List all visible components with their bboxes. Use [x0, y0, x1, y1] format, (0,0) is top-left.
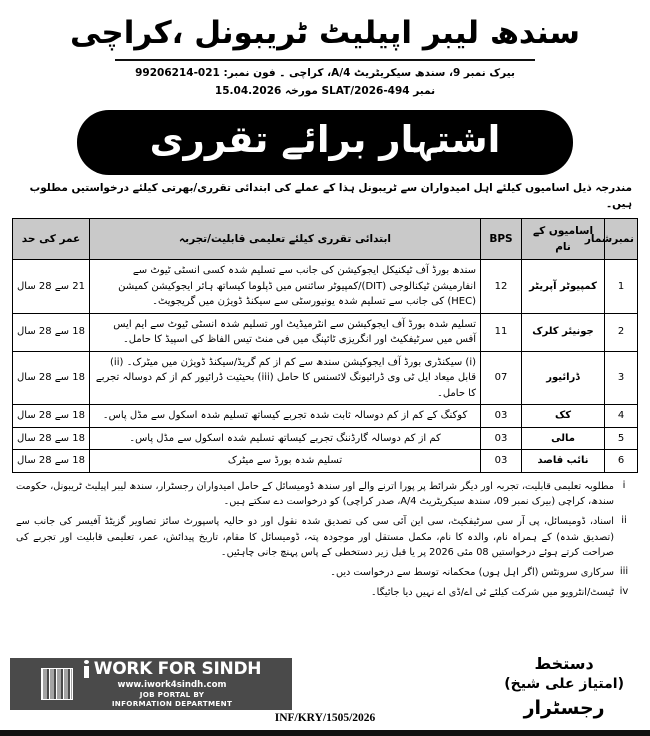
cell-post-name: کمپیوٹر آپریٹر	[522, 260, 605, 314]
portal-brand-row	[83, 660, 261, 679]
table-row	[13, 351, 638, 405]
note-marker: iii	[619, 566, 629, 578]
note-text: مطلوبہ تعلیمی قابلیت، تجربہ اور دیگر شرائط پر پورا اترنے والے اور سندھ ڈومیسائل کے حامل امیدواران رجسٹرار، سندھ لیبر اپیلیٹ ٹریبونل، حکومت سندھ، کراچی (بیرک نمبر 09، سندھ سیکریٹریٹ 4/A، صدر کراچی) کو درخواست دے سکتے ہیں۔	[16, 480, 614, 508]
cell-serial: 1	[605, 260, 638, 314]
cell-qualification: تسلیم شدہ بورڈ آف ایجوکیشن سے انٹرمیڈیٹ اور تسلیم شدہ انسٹی ٹیوٹ سے ایم ایس آفس میں سرٹیفکیٹ اور انگریزی ٹائپنگ میں فی منٹ تیس الفاظ کی اسپیڈ کا حامل۔	[90, 313, 481, 351]
cell-age-limit: 18 سے 28 سال	[13, 351, 90, 405]
cell-bps: 03	[481, 427, 522, 450]
organization-title: سندھ لیبر اپیلیٹ ٹریبونل ،کراچی	[70, 15, 580, 51]
cell-bps: 03	[481, 450, 522, 473]
banner-container	[77, 110, 573, 175]
qr-code-icon[interactable]	[41, 668, 73, 700]
cell-post-name: مالی	[522, 427, 605, 450]
portal-subtitle-line2: INFORMATION DEPARTMENT	[111, 699, 233, 709]
cell-age-limit: 18 سے 28 سال	[13, 427, 90, 450]
cell-serial: 5	[605, 427, 638, 450]
cell-serial: 3	[605, 351, 638, 405]
signatory-name: (امتیاز علی شیخ)	[504, 675, 624, 692]
cell-bps: 03	[481, 405, 522, 428]
cell-serial: 6	[605, 450, 638, 473]
cell-age-limit: 18 سے 28 سال	[13, 313, 90, 351]
cell-bps: 12	[481, 260, 522, 314]
document-header	[0, 0, 650, 101]
bottom-rule	[0, 730, 650, 736]
column-header-qualification: ابتدائی تقرری کیلئے تعلیمی قابلیت/تجربہ	[90, 218, 481, 260]
note-text: سرکاری سرونٹس (اگر اہل ہوں) محکمانہ توسط سے درخواست دیں۔	[330, 567, 614, 579]
cell-age-limit: 18 سے 28 سال	[13, 405, 90, 428]
cell-post-name: نائب قاصد	[522, 450, 605, 473]
note-item	[16, 479, 634, 510]
table-row	[13, 260, 638, 314]
cell-serial: 2	[605, 313, 638, 351]
reference-number-line: نمبر SLAT/2026-494 مورخہ 15.04.2026	[214, 84, 436, 97]
signature-label: دستخط	[534, 654, 594, 674]
cell-qualification: سندھ بورڈ آف ٹیکنیکل ایجوکیشن کی جانب سے تسلیم شدہ کسی انسٹی ٹیوٹ سے انفارمیشن ٹیکنالوجی (DIT)/کمپیوٹر سائنس میں ڈپلوما کیساتھ ہائر ایجوکیشن کمیشن (HEC) کی جانب سے تسلیم شدہ یونیورسٹی سے سیکنڈ ڈویژن میں گریجویٹ۔	[90, 260, 481, 314]
table-row	[13, 450, 638, 473]
note-marker: iv	[619, 585, 629, 597]
title-divider	[115, 59, 535, 61]
cell-bps: 07	[481, 351, 522, 405]
conditions-notes-list	[0, 473, 650, 601]
jobs-table	[12, 218, 638, 473]
column-header-bps: BPS	[481, 218, 522, 260]
portal-text-block	[83, 660, 261, 709]
cell-post-name: جونیئر کلرک	[522, 313, 605, 351]
column-header-serial: نمبرشمار	[605, 218, 638, 260]
signature-block	[504, 654, 624, 720]
cell-qualification: تسلیم شدہ بورڈ سے میٹرک	[90, 450, 481, 473]
iwork4sindh-portal-box[interactable]	[10, 658, 292, 710]
person-icon	[83, 660, 90, 678]
cell-qualification: (i) سیکنڈری بورڈ آف ایجوکیشن سندھ سے کم از کم گریڈ/سیکنڈ ڈویژن میں میٹرک۔ (ii) قابل میعاد ایل ٹی وی ڈرائیونگ لائسنس کا حامل (iii) بحیثیت ڈرائیور کم از کم دوسالہ تجربے کا حامل۔	[90, 351, 481, 405]
cell-qualification: کوکنگ کے کم از کم دوسالہ ثابت شدہ تجربے کیساتھ تسلیم شدہ اسکول سے مڈل پاس۔	[90, 405, 481, 428]
note-marker: i	[622, 479, 626, 491]
note-item	[16, 514, 634, 561]
inf-number: INF/KRY/1505/2026	[274, 712, 376, 724]
cell-qualification: کم از کم دوسالہ گارڈننگ تجربے کیساتھ تسلیم شدہ اسکول سے مڈل پاس۔	[90, 427, 481, 450]
portal-brand-label: WORK FOR SINDH	[93, 658, 262, 679]
document-footer	[0, 614, 650, 736]
column-header-post: اسامیوں کے نام	[522, 218, 605, 260]
note-item	[16, 585, 634, 601]
note-text: اسناد، ڈومیسائل، پی آر سی سرٹیفکیٹ، سی این آئی سی کی تصدیق شدہ نقول اور دو حالیہ پاسپورٹ سائز تصاویر گزیٹڈ آفیسر کی جانب سے (تصدیق شدہ) کے ہمراہ نام، والدہ کا نام، مکمل مستقل اور موجودہ پتہ، ڈومیسائل کا مقام، تاریخ پیدائش، عمر، تعلیمی قابلیت اور تجربے کی صراحت کرتے ہوئے درخواستیں 08 مئی 2026 پر یا قبل زیر دستخطی کے پاس پہنچ جانی چاہئیں۔	[16, 516, 614, 559]
column-header-age: عمر کی حد	[13, 218, 90, 260]
jobs-table-body	[13, 260, 638, 473]
jobs-table-head	[13, 218, 638, 260]
note-marker: ii	[621, 515, 627, 527]
cell-serial: 4	[605, 405, 638, 428]
table-header-row	[13, 218, 638, 260]
office-address: بیرک نمبر 9، سندھ سیکریٹریٹ 4/A، کراچی ۔ فون نمبر: 021-99206214	[135, 66, 515, 79]
cell-age-limit: 18 سے 28 سال	[13, 450, 90, 473]
cell-post-name: کک	[522, 405, 605, 428]
table-row	[13, 405, 638, 428]
cell-post-name: ڈرائیور	[522, 351, 605, 405]
cell-bps: 11	[481, 313, 522, 351]
portal-url[interactable]: www.iwork4sindh.com	[117, 679, 227, 690]
table-row	[13, 313, 638, 351]
portal-subtitle-line1: JOB PORTAL BY	[139, 690, 205, 700]
note-text: ٹیسٹ/انٹرویو میں شرکت کیلئے ٹی اے/ڈی اے نہیں دیا جائیگا۔	[370, 586, 614, 598]
cell-age-limit: 21 سے 28 سال	[13, 260, 90, 314]
intro-paragraph: مندرجہ ذیل اسامیوں کیلئے اہل امیدواران سے ٹریبونل ہذا کے عملے کی ابتدائی تقرری/بھرتی کیلئے درخواستیں مطلوب ہیں۔	[29, 182, 632, 210]
advertisement-banner-title: اشتہار برائے تقرری	[77, 110, 573, 175]
table-row	[13, 427, 638, 450]
jobs-table-container	[0, 218, 650, 473]
note-item	[16, 565, 634, 581]
signatory-designation: رجسٹرار	[523, 696, 605, 719]
